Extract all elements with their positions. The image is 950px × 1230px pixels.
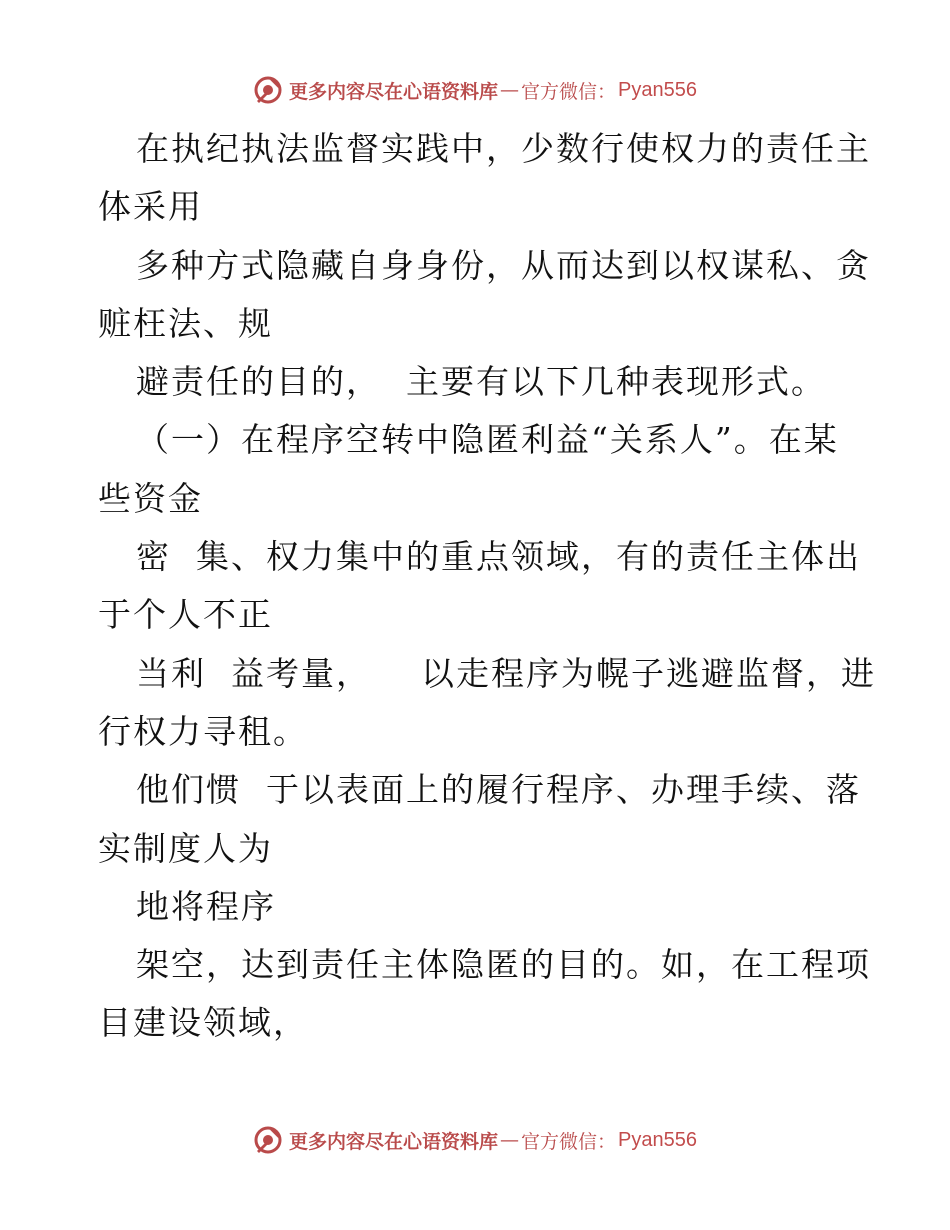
body-line: 架空，达到责任主体隐匿的目的。如，在工程项 [136,945,871,985]
body-line: 实制度人为 [98,828,273,868]
watermark-label: 官方微信： [521,1130,617,1153]
body-line: 当利 益考量， 以走程序为幌子逃避监督，进 [136,653,876,693]
body-line: 他们惯 于以表面上的履行程序、办理手续、落 [136,770,861,810]
watermark-label: 官方微信： [521,80,617,103]
body-line: 在执纪执法监督实践中，少数行使权力的责任主 [136,129,871,168]
footer-watermark [0,1122,950,1158]
body-line: 于个人不正 [98,595,273,635]
body-line: （一）在程序空转中隐匿利益“关系人”。在某 [136,420,839,460]
pen-circle-icon [253,1125,283,1155]
document-body [98,120,876,1053]
body-line: 多种方式隐藏自身身份，从而达到以权谋私、贪 [136,245,871,285]
watermark-wechat-id: Pyan556 [618,1128,697,1151]
watermark-separator: — [500,1129,520,1151]
body-line: 密 集、权力集中的重点领域，有的责任主体出 [136,537,861,577]
watermark-text: 更多内容尽在心语资料库 [289,80,499,103]
watermark-text: 更多内容尽在心语资料库 [289,1130,499,1153]
body-line: 体采用 [98,187,203,227]
pen-circle-icon [253,75,283,105]
body-line: 赃枉法、规 [98,303,273,343]
header-watermark [0,72,950,108]
body-line: 行权力寻租。 [98,711,308,751]
body-line: 地将程序 [136,886,276,926]
body-line: 避责任的目的， 主要有以下几种表现形式。 [136,362,826,402]
body-line: 些资金 [98,478,203,518]
watermark-separator: — [500,79,520,101]
body-line: 目建设领域， [98,1003,308,1043]
watermark-wechat-id: Pyan556 [618,78,697,101]
